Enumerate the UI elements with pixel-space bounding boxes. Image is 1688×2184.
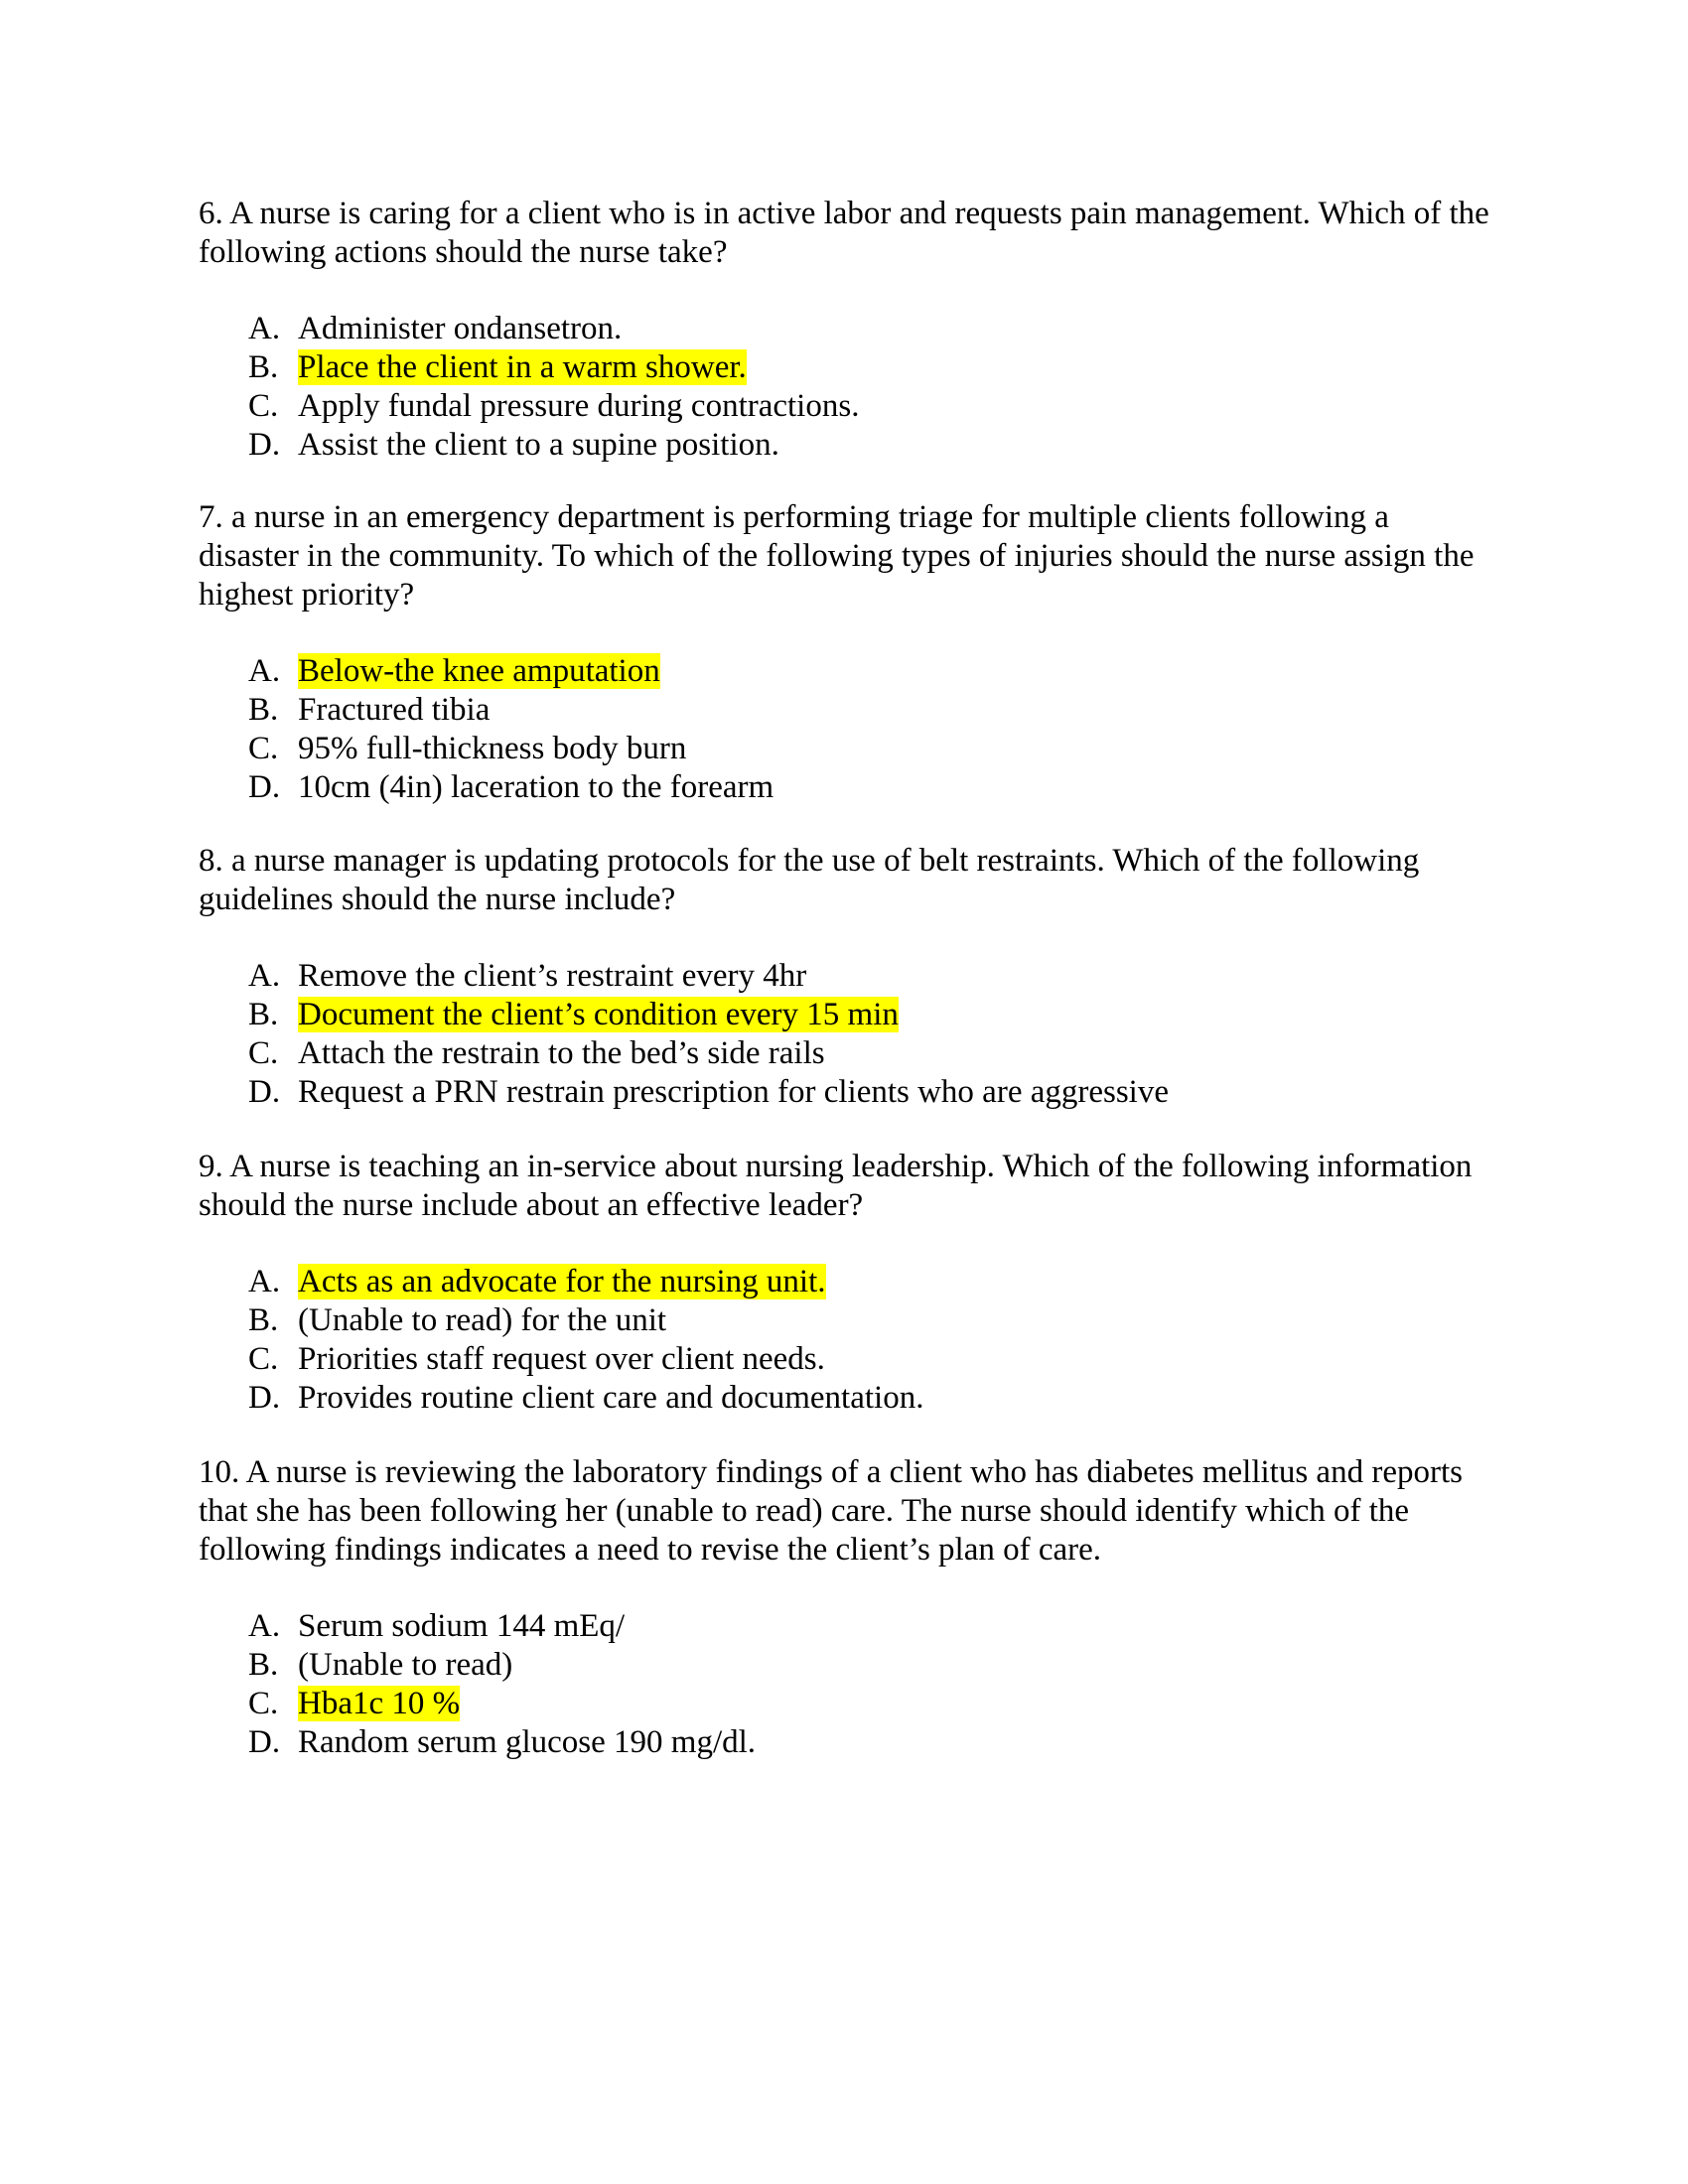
option-d <box>199 426 1489 465</box>
option-text: Request a PRN restrain prescription for clients who are aggressive <box>298 1074 1169 1110</box>
option-letter: B. <box>248 692 279 728</box>
option-letter: A. <box>248 653 281 689</box>
option-letter: C. <box>248 388 279 424</box>
option-letter: B. <box>248 997 279 1032</box>
answer-options <box>199 652 1489 807</box>
option-a <box>199 310 1489 348</box>
answer-options <box>199 957 1489 1112</box>
highlighted-answer: Document the client’s condition every 15 min <box>298 997 899 1032</box>
option-letter: D. <box>248 427 281 463</box>
option-letter: C. <box>248 1686 279 1721</box>
option-letter: B. <box>248 349 279 385</box>
option-letter: C. <box>248 731 279 766</box>
question-stem: 7. a nurse in an emergency department is performing triage for multiple clients following a disaster in the community. To which of the following types of injuries should the nurse assign the highest priority? <box>199 499 1475 613</box>
option-text: Random serum glucose 190 mg/dl. <box>298 1724 757 1760</box>
option-text: Administer ondansetron. <box>298 311 623 346</box>
highlighted-answer: Hba1c 10 % <box>298 1686 461 1721</box>
option-letter: D. <box>248 1724 281 1760</box>
question-8 <box>199 842 1489 1112</box>
option-c <box>199 1685 1489 1723</box>
question-stem: 9. A nurse is teaching an in-service about nursing leadership. Which of the following information should the nurse include about an effective leader? <box>199 1149 1473 1223</box>
option-letter: C. <box>248 1035 279 1071</box>
option-d <box>199 1379 1489 1418</box>
question-9 <box>199 1148 1489 1418</box>
option-letter: B. <box>248 1302 279 1338</box>
option-letter: A. <box>248 311 281 346</box>
option-c <box>199 1340 1489 1379</box>
option-text: (Unable to read) for the unit <box>298 1302 667 1338</box>
option-letter: A. <box>248 1608 281 1644</box>
answer-options <box>199 1607 1489 1762</box>
option-letter: A. <box>248 1264 281 1299</box>
option-text: Priorities staff request over client needs. <box>298 1341 825 1377</box>
option-letter: D. <box>248 1074 281 1110</box>
option-letter: A. <box>248 958 281 994</box>
option-c <box>199 730 1489 768</box>
option-letter: D. <box>248 769 281 805</box>
question-stem: 10. A nurse is reviewing the laboratory findings of a client who has diabetes mellitus and reports that she has been following her (unable to read) care. The nurse should identify which of the following findings indicates a need to revise the client’s plan of care. <box>199 1454 1463 1568</box>
option-b <box>199 1301 1489 1340</box>
option-b <box>199 1646 1489 1685</box>
option-a <box>199 1263 1489 1301</box>
question-stem: 6. A nurse is caring for a client who is in active labor and requests pain management. Which of the following actions should the nurse take? <box>199 196 1489 270</box>
option-letter: D. <box>248 1380 281 1416</box>
highlighted-answer: Place the client in a warm shower. <box>298 349 747 385</box>
highlighted-answer: Acts as an advocate for the nursing unit. <box>298 1264 826 1299</box>
question-6 <box>199 195 1489 465</box>
option-text: Apply fundal pressure during contractions. <box>298 388 860 424</box>
answer-options <box>199 310 1489 465</box>
option-text: Attach the restrain to the bed’s side rails <box>298 1035 825 1071</box>
question-stem: 8. a nurse manager is updating protocols for the use of belt restraints. Which of the following guidelines should the nurse include? <box>199 843 1420 917</box>
question-10 <box>199 1453 1489 1762</box>
option-d <box>199 1073 1489 1112</box>
option-c <box>199 1034 1489 1073</box>
option-text: Fractured tibia <box>298 692 491 728</box>
option-b <box>199 691 1489 730</box>
option-b <box>199 996 1489 1034</box>
option-text: 10cm (4in) laceration to the forearm <box>298 769 774 805</box>
option-d <box>199 1723 1489 1762</box>
option-text: (Unable to read) <box>298 1647 513 1683</box>
highlighted-answer: Below-the knee amputation <box>298 653 660 689</box>
option-text: 95% full-thickness body burn <box>298 731 687 766</box>
option-text: Remove the client’s restraint every 4hr <box>298 958 807 994</box>
option-c <box>199 387 1489 426</box>
option-letter: B. <box>248 1647 279 1683</box>
option-a <box>199 652 1489 691</box>
option-a <box>199 1607 1489 1646</box>
option-b <box>199 348 1489 387</box>
option-text: Assist the client to a supine position. <box>298 427 779 463</box>
option-text: Provides routine client care and documentation. <box>298 1380 924 1416</box>
option-text: Serum sodium 144 mEq/ <box>298 1608 626 1644</box>
option-a <box>199 957 1489 996</box>
answer-options <box>199 1263 1489 1418</box>
question-7 <box>199 498 1489 807</box>
option-d <box>199 768 1489 807</box>
option-letter: C. <box>248 1341 279 1377</box>
